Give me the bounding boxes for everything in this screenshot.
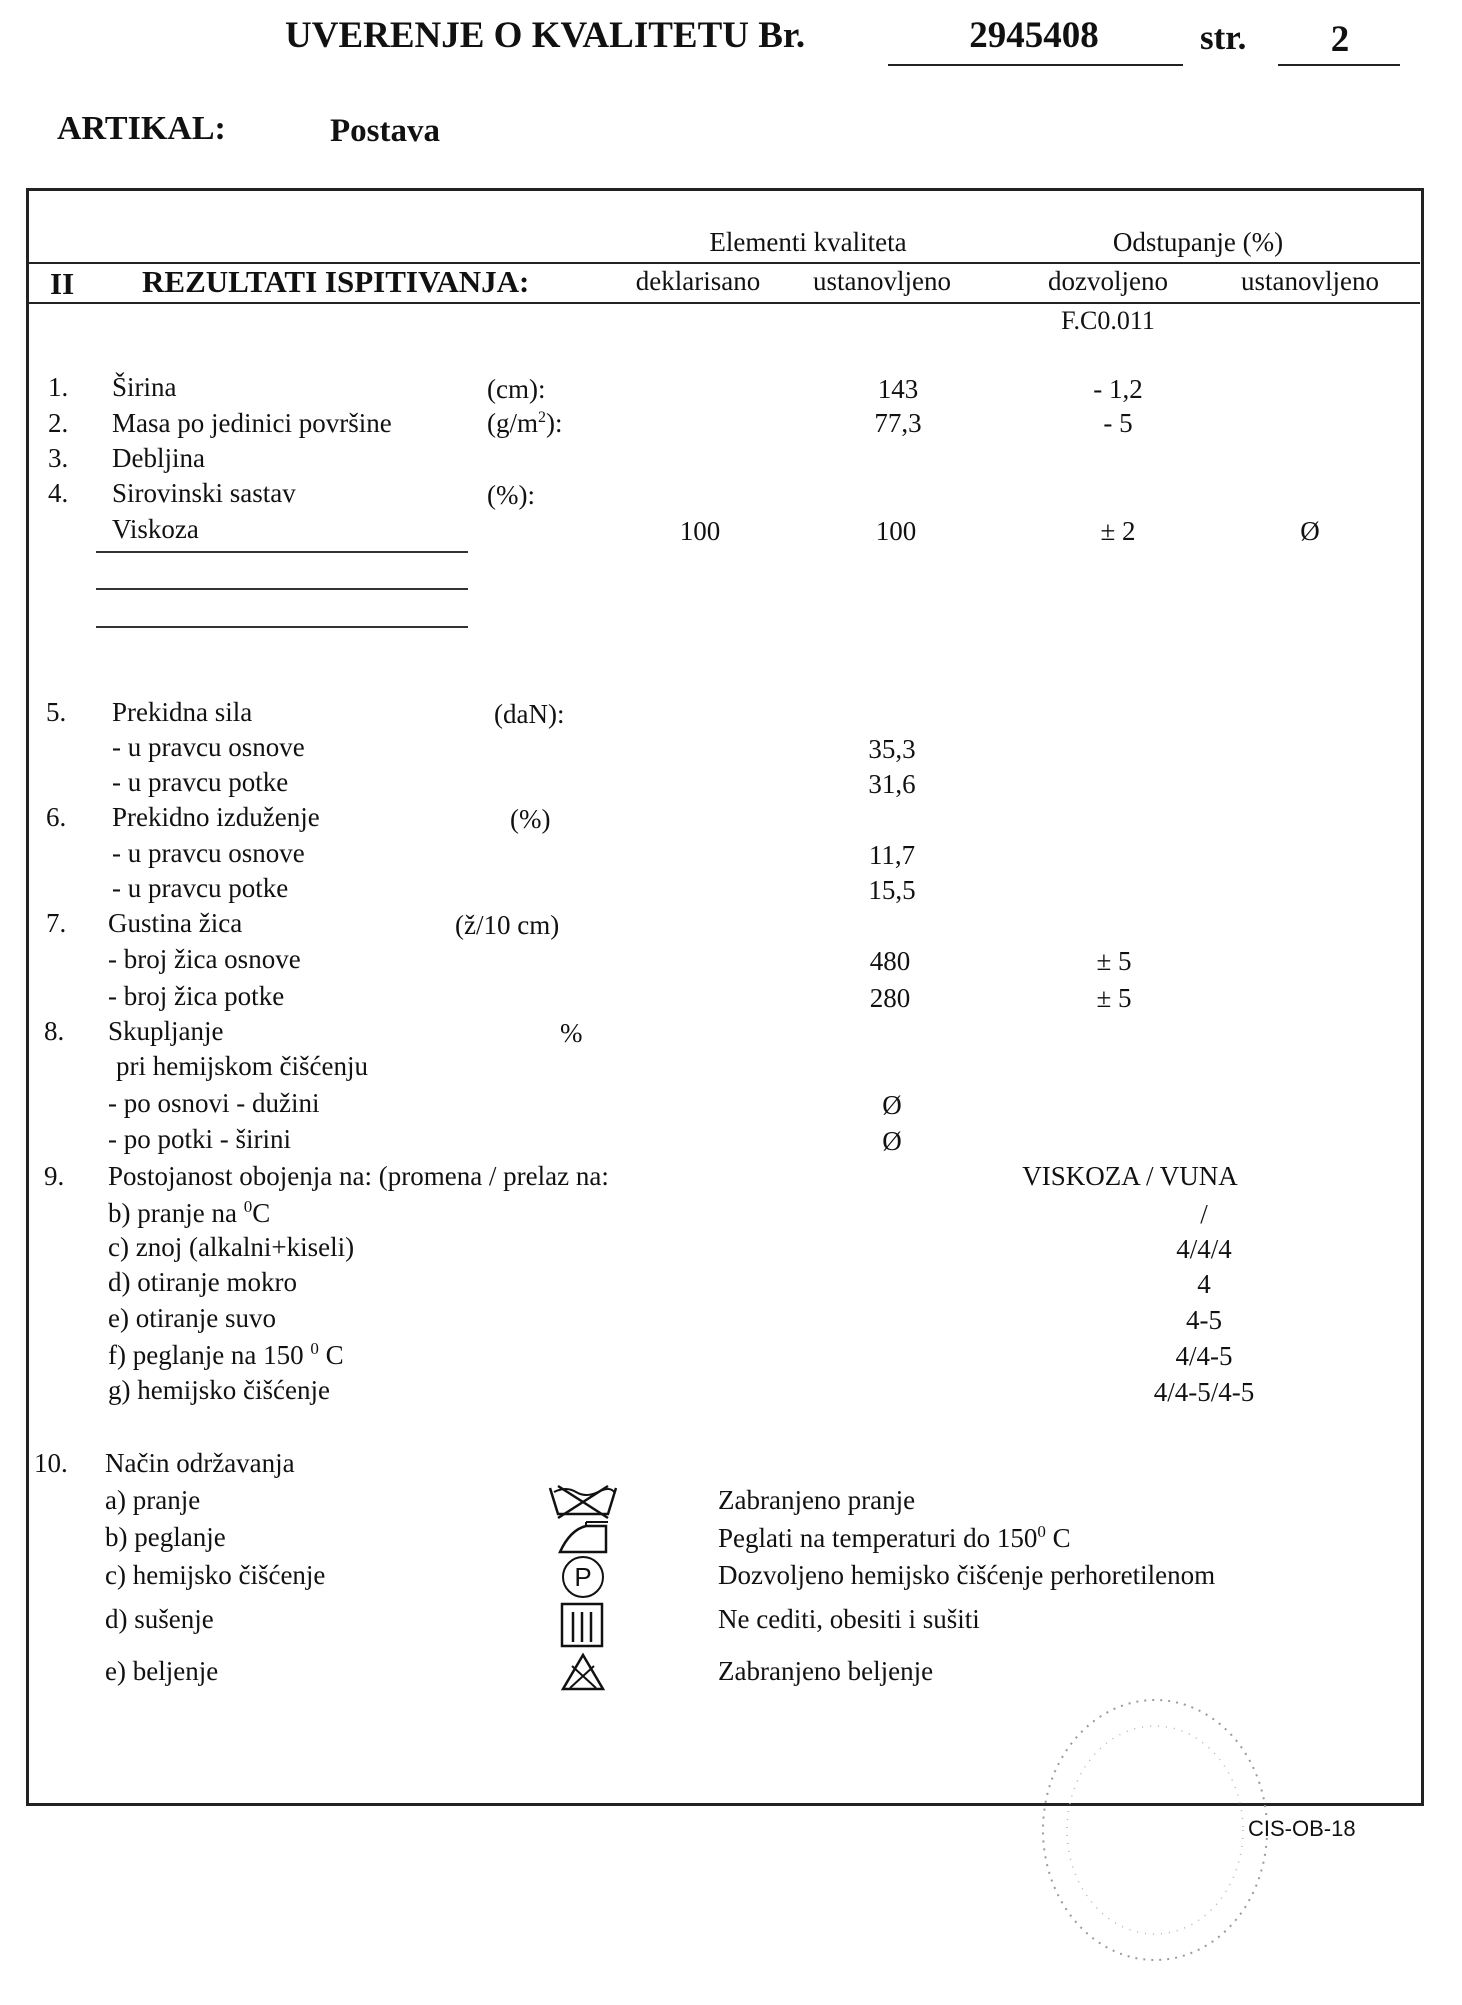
sub-item: - u pravcu osnove <box>112 732 305 762</box>
value-allowed: ± 2 <box>1100 516 1136 546</box>
section-number: II <box>50 266 75 301</box>
col-declared: deklarisano <box>635 266 761 296</box>
value-established: 31,6 <box>868 769 916 799</box>
item-name: Sirovinski sastav <box>112 478 296 508</box>
value-deviation-established: Ø <box>1300 516 1320 546</box>
item-name: Debljina <box>112 443 205 473</box>
care-description: Dozvoljeno hemijsko čišćenje perhoretilenom <box>718 1560 1216 1590</box>
no-bleach-icon <box>560 1652 606 1692</box>
sub-item: - u pravcu potke <box>112 873 289 903</box>
item-unit: (daN): <box>494 699 565 729</box>
article-label: ARTIKAL: <box>57 110 226 147</box>
care-item: e) beljenje <box>105 1656 219 1686</box>
value-established: 480 <box>869 946 911 976</box>
item-unit: (ž/10 cm) <box>455 910 560 940</box>
sub-item: pri hemijskom čišćenju <box>116 1051 368 1081</box>
item-name: Gustina žica <box>108 908 243 938</box>
col-deviation-established: ustanovljeno <box>1241 266 1379 296</box>
sub-item: e) otiranje suvo <box>108 1303 276 1333</box>
care-description: Peglati na temperaturi do $150^0$ C <box>718 1522 1071 1553</box>
item-number: 6. <box>46 802 67 832</box>
blank-line <box>96 626 468 628</box>
care-item: d) sušenje <box>105 1604 214 1634</box>
col-allowed: dozvoljeno <box>1048 266 1168 296</box>
number-underline <box>888 64 1183 66</box>
sub-item: - broj žica potke <box>108 981 285 1011</box>
composition-fiber: Viskoza <box>112 514 199 544</box>
washing-prohibited-icon <box>548 1484 618 1520</box>
item-name: Prekidna sila <box>112 697 253 727</box>
certificate-number: 2945408 <box>969 15 1099 56</box>
value-established: Ø <box>882 1090 902 1120</box>
care-description: Ne cediti, obesiti i sušiti <box>718 1604 980 1634</box>
col-established: ustanovljeno <box>813 266 951 296</box>
item-number: 4. <box>48 478 69 508</box>
sub-item: f) peglanje na 150 $^0$ C <box>108 1339 344 1370</box>
value-established: 15,5 <box>868 875 916 905</box>
item-number: 8. <box>44 1016 65 1046</box>
care-item: a) pranje <box>105 1485 201 1515</box>
fastness-value: 4/4-5 <box>1175 1341 1233 1371</box>
item-number: 7. <box>46 908 67 938</box>
sub-item: - po potki - širini <box>108 1124 291 1154</box>
page-underline <box>1278 64 1400 66</box>
ironing-icon <box>556 1520 610 1556</box>
drip-dry-icon <box>560 1602 604 1648</box>
quality-elements-header: Elementi kvaliteta <box>709 227 907 257</box>
deviation-header: Odstupanje (%) <box>1112 227 1284 257</box>
sub-item: - u pravcu potke <box>112 767 289 797</box>
care-item: b) peglanje <box>105 1522 226 1552</box>
value-established: Ø <box>882 1126 902 1156</box>
item-number: 1. <box>48 372 69 402</box>
item-unit: $(g/m^2)$: <box>487 408 563 438</box>
sub-item: b) pranje na $^0$C <box>108 1197 271 1228</box>
fastness-value: 4/4/4 <box>1176 1234 1232 1264</box>
sub-item: d) otiranje mokro <box>108 1267 297 1297</box>
value-allowed: ± 5 <box>1096 983 1132 1013</box>
item-name: Masa po jedinici površine <box>112 408 392 438</box>
blank-line <box>96 551 468 553</box>
value-established: 143 <box>877 374 919 404</box>
stamp-seal <box>1030 1690 1280 1970</box>
item-unit: (%): <box>487 480 535 510</box>
blank-line <box>96 588 468 590</box>
item-number: 9. <box>44 1161 65 1191</box>
value-allowed: - 5 <box>1103 408 1133 438</box>
item-name: Skupljanje <box>108 1016 224 1046</box>
sub-item: - u pravcu osnove <box>112 838 305 868</box>
fastness-value: 4-5 <box>1186 1305 1222 1335</box>
item-number: 2. <box>48 408 69 438</box>
standard-code: F.C0.011 <box>1061 306 1155 335</box>
form-code: CIS-OB-18 <box>1248 1816 1356 1841</box>
item-unit: (cm): <box>487 374 546 404</box>
header-bottom-line <box>28 302 1420 304</box>
item-number: 3. <box>48 443 69 473</box>
value-established: 77,3 <box>874 408 922 438</box>
care-description: Zabranjeno beljenje <box>718 1656 934 1686</box>
item-unit: (%) <box>510 804 551 834</box>
fastness-value: 4 <box>1197 1269 1211 1299</box>
page-number: 2 <box>1330 19 1350 60</box>
fiber-heading: VISKOZA / VUNA <box>1022 1161 1238 1191</box>
value-declared: 100 <box>679 516 721 546</box>
value-established: 11,7 <box>868 840 916 870</box>
item-number: 10. <box>34 1448 68 1478</box>
item-unit: % <box>560 1018 583 1048</box>
value-established: 35,3 <box>868 734 916 764</box>
value-established: 280 <box>869 983 911 1013</box>
document-title: UVERENJE O KVALITETU Br. <box>285 15 806 56</box>
sub-item: c) znoj (alkalni+kiseli) <box>108 1232 355 1262</box>
item-name: Način održavanja <box>105 1448 295 1478</box>
page-label: str. <box>1200 18 1247 57</box>
item-name: Širina <box>112 372 177 402</box>
item-name: Prekidno izduženje <box>112 802 320 832</box>
care-item: c) hemijsko čišćenje <box>105 1560 326 1590</box>
item-number: 5. <box>46 697 67 727</box>
value-established: 100 <box>875 516 917 546</box>
article-value: Postava <box>330 113 440 149</box>
fastness-value: / <box>1200 1199 1208 1229</box>
value-allowed: - 1,2 <box>1093 374 1143 404</box>
dry-clean-p-icon: P <box>562 1556 604 1598</box>
sub-item: g) hemijsko čišćenje <box>108 1375 330 1405</box>
care-description: Zabranjeno pranje <box>718 1485 916 1515</box>
sub-item: - broj žica osnove <box>108 944 301 974</box>
sub-item: - po osnovi - dužini <box>108 1088 320 1118</box>
fastness-value: 4/4-5/4-5 <box>1153 1377 1255 1407</box>
value-allowed: ± 5 <box>1096 946 1132 976</box>
section-title: REZULTATI ISPITIVANJA: <box>142 264 530 299</box>
item-name: Postojanost obojenja na: (promena / prelaz na: <box>108 1161 609 1191</box>
